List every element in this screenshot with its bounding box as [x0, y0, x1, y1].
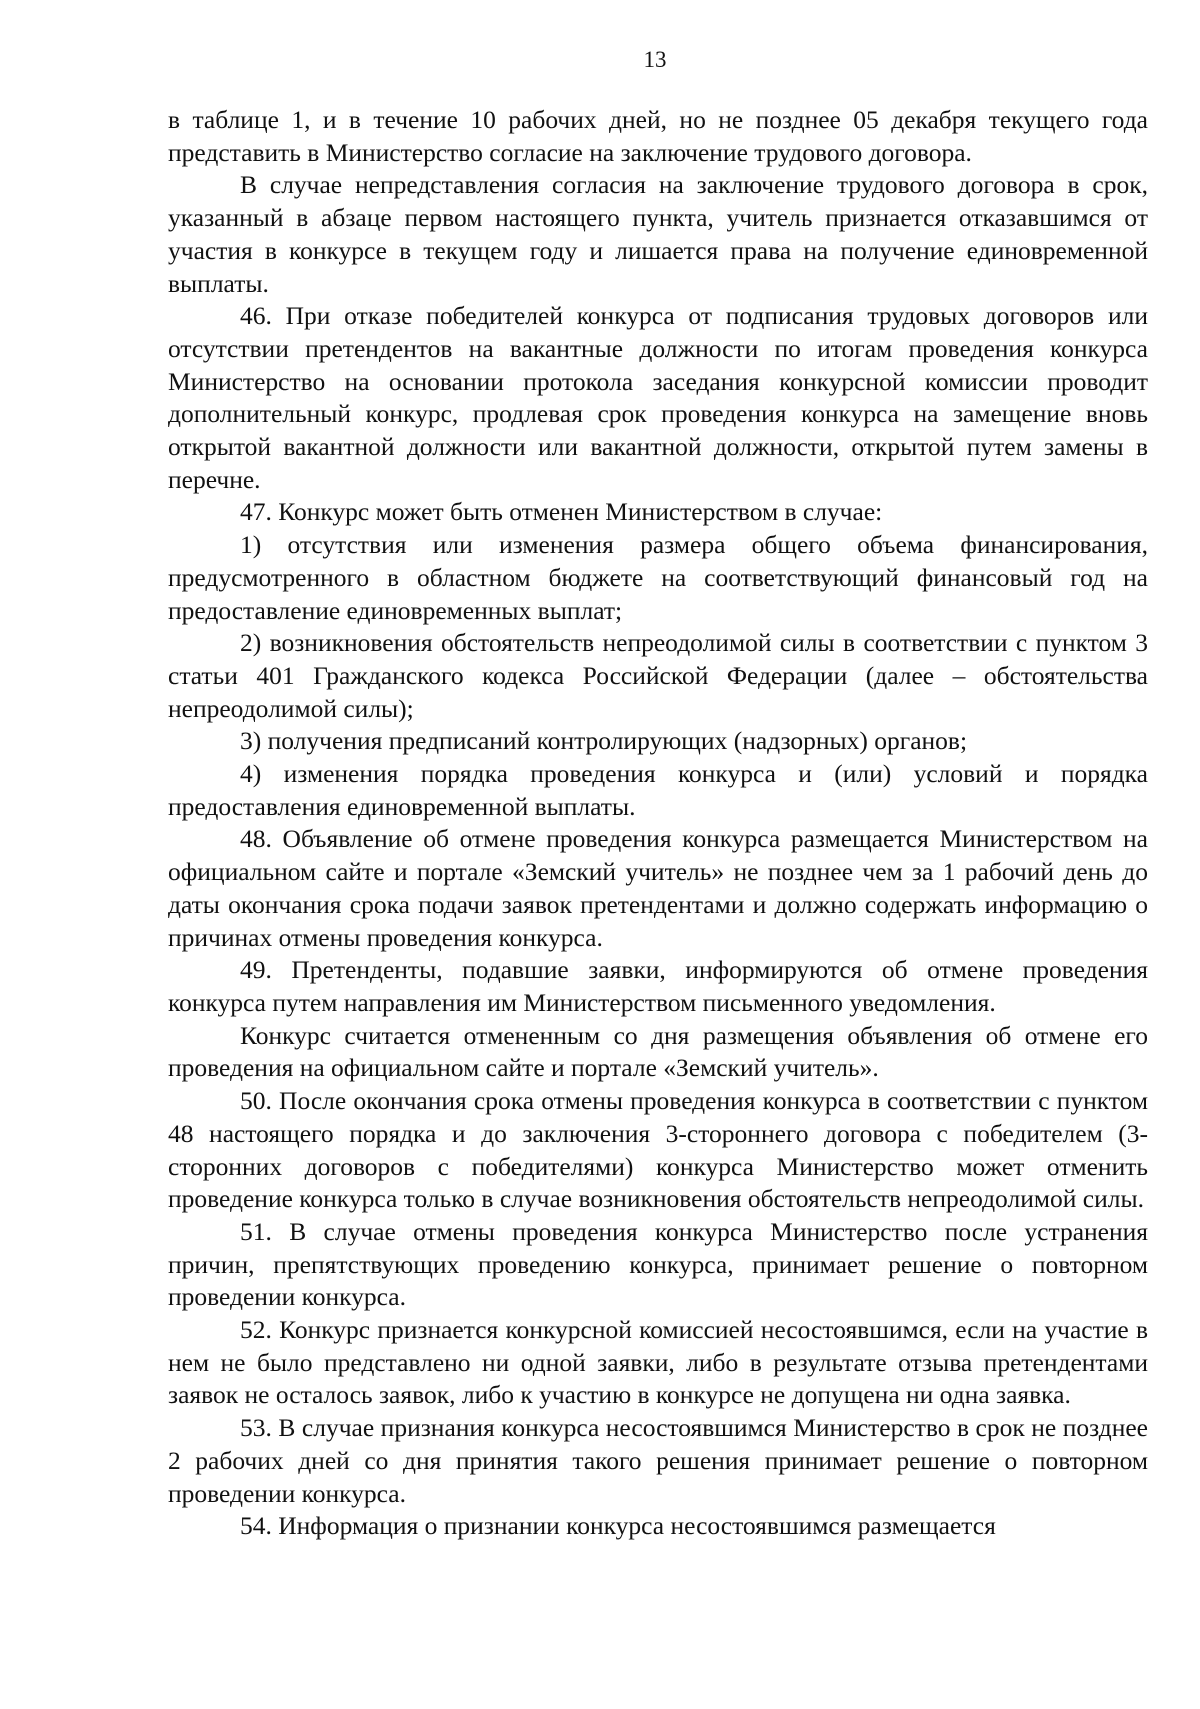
paragraph-49: 49. Претенденты, подавшие заявки, информируются об отмене проведения конкурса путем направления им Министерством письменного уведомления. — [168, 955, 1148, 1017]
paragraph-47: 47. Конкурс может быть отменен Министерством в случае: — [240, 497, 883, 527]
paragraph-47-item-3: 3) получения предписаний контролирующих (надзорных) органов; — [240, 726, 968, 756]
paragraph-46: 46. При отказе победителей конкурса от подписания трудовых договоров или отсутствии претендентов на вакантные должности по итогам проведения конкурса Министерство на основании протокола заседания конкурсной комиссии проводит дополнительный конкурс, продлевая срок проведения конкурса на замещение вновь открытой вакантной должности или вакантной должности, открытой путем замены в перечне. — [168, 301, 1148, 494]
paragraph-48: 48. Объявление об отмене проведения конкурса размещается Министерством на официальном сайте и портале «Земский учитель» не позднее чем за 1 рабочий день до даты окончания срока подачи заявок претендентами и должно содержать информацию о причинах отмены проведения конкурса. — [168, 824, 1148, 952]
paragraph-54: 54. Информация о признании конкурса несостоявшимся размещается — [240, 1511, 996, 1541]
paragraph-51: 51. В случае отмены проведения конкурса Министерство после устранения причин, препятствующих проведению конкурса, принимает решение о повторном проведении конкурса. — [168, 1216, 1148, 1312]
paragraph-47-item-2: 2) возникновения обстоятельств непреодолимой силы в соответствии с пунктом 3 статьи 401 Гражданского кодекса Российской Федерации (далее – обстоятельства непреодолимой силы); — [168, 628, 1148, 723]
page-number: 13 — [643, 47, 667, 72]
paragraph-53: 53. В случае признания конкурса несостоявшимся Министерство в срок не позднее 2 рабочих дней со дня принятия такого решения принимает решение о повторном проведении конкурса. — [168, 1413, 1148, 1508]
paragraph-50: 50. После окончания срока отмены проведения конкурса в соответствии с пунктом 48 настоящего порядка и до заключения 3-стороннего договора с победителем (3-сторонних договоров с победителями) конкурса Министерство может отменить проведение конкурса только в случае возникновения обстоятельств непреодолимой силы. — [168, 1086, 1148, 1214]
paragraph-52: 52. Конкурс признается конкурсной комиссией несостоявшимся, если на участие в нем не было представлено ни одной заявки, либо в результате отзыва претендентами заявок не осталось заявок, либо к участию в конкурсе не допущена ни одна заявка. — [168, 1315, 1148, 1410]
paragraph-47-item-1: 1) отсутствия или изменения размера общего объема финансирования, предусмотренного в областном бюджете на соответствующий финансовый год на предоставление единовременных выплат; — [168, 530, 1148, 625]
paragraph-continuation: в таблице 1, и в течение 10 рабочих дней, но не позднее 05 декабря текущего года представить в Министерство согласие на заключение трудового договора. — [168, 105, 1148, 167]
document-body — [168, 104, 1148, 1543]
paragraph-47-item-4: 4) изменения порядка проведения конкурса и (или) условий и порядка предоставления единовременной выплаты. — [168, 759, 1148, 821]
paragraph-non-submission: В случае непредставления согласия на заключение трудового договора в срок, указанный в абзаце первом настоящего пункта, учитель признается отказавшимся от участия в конкурсе в текущем году и лишается права на получение единовременной выплаты. — [168, 170, 1148, 298]
paragraph-49-cancellation-date: Конкурс считается отмененным со дня размещения объявления об отмене его проведения на официальном сайте и портале «Земский учитель». — [168, 1020, 1148, 1083]
